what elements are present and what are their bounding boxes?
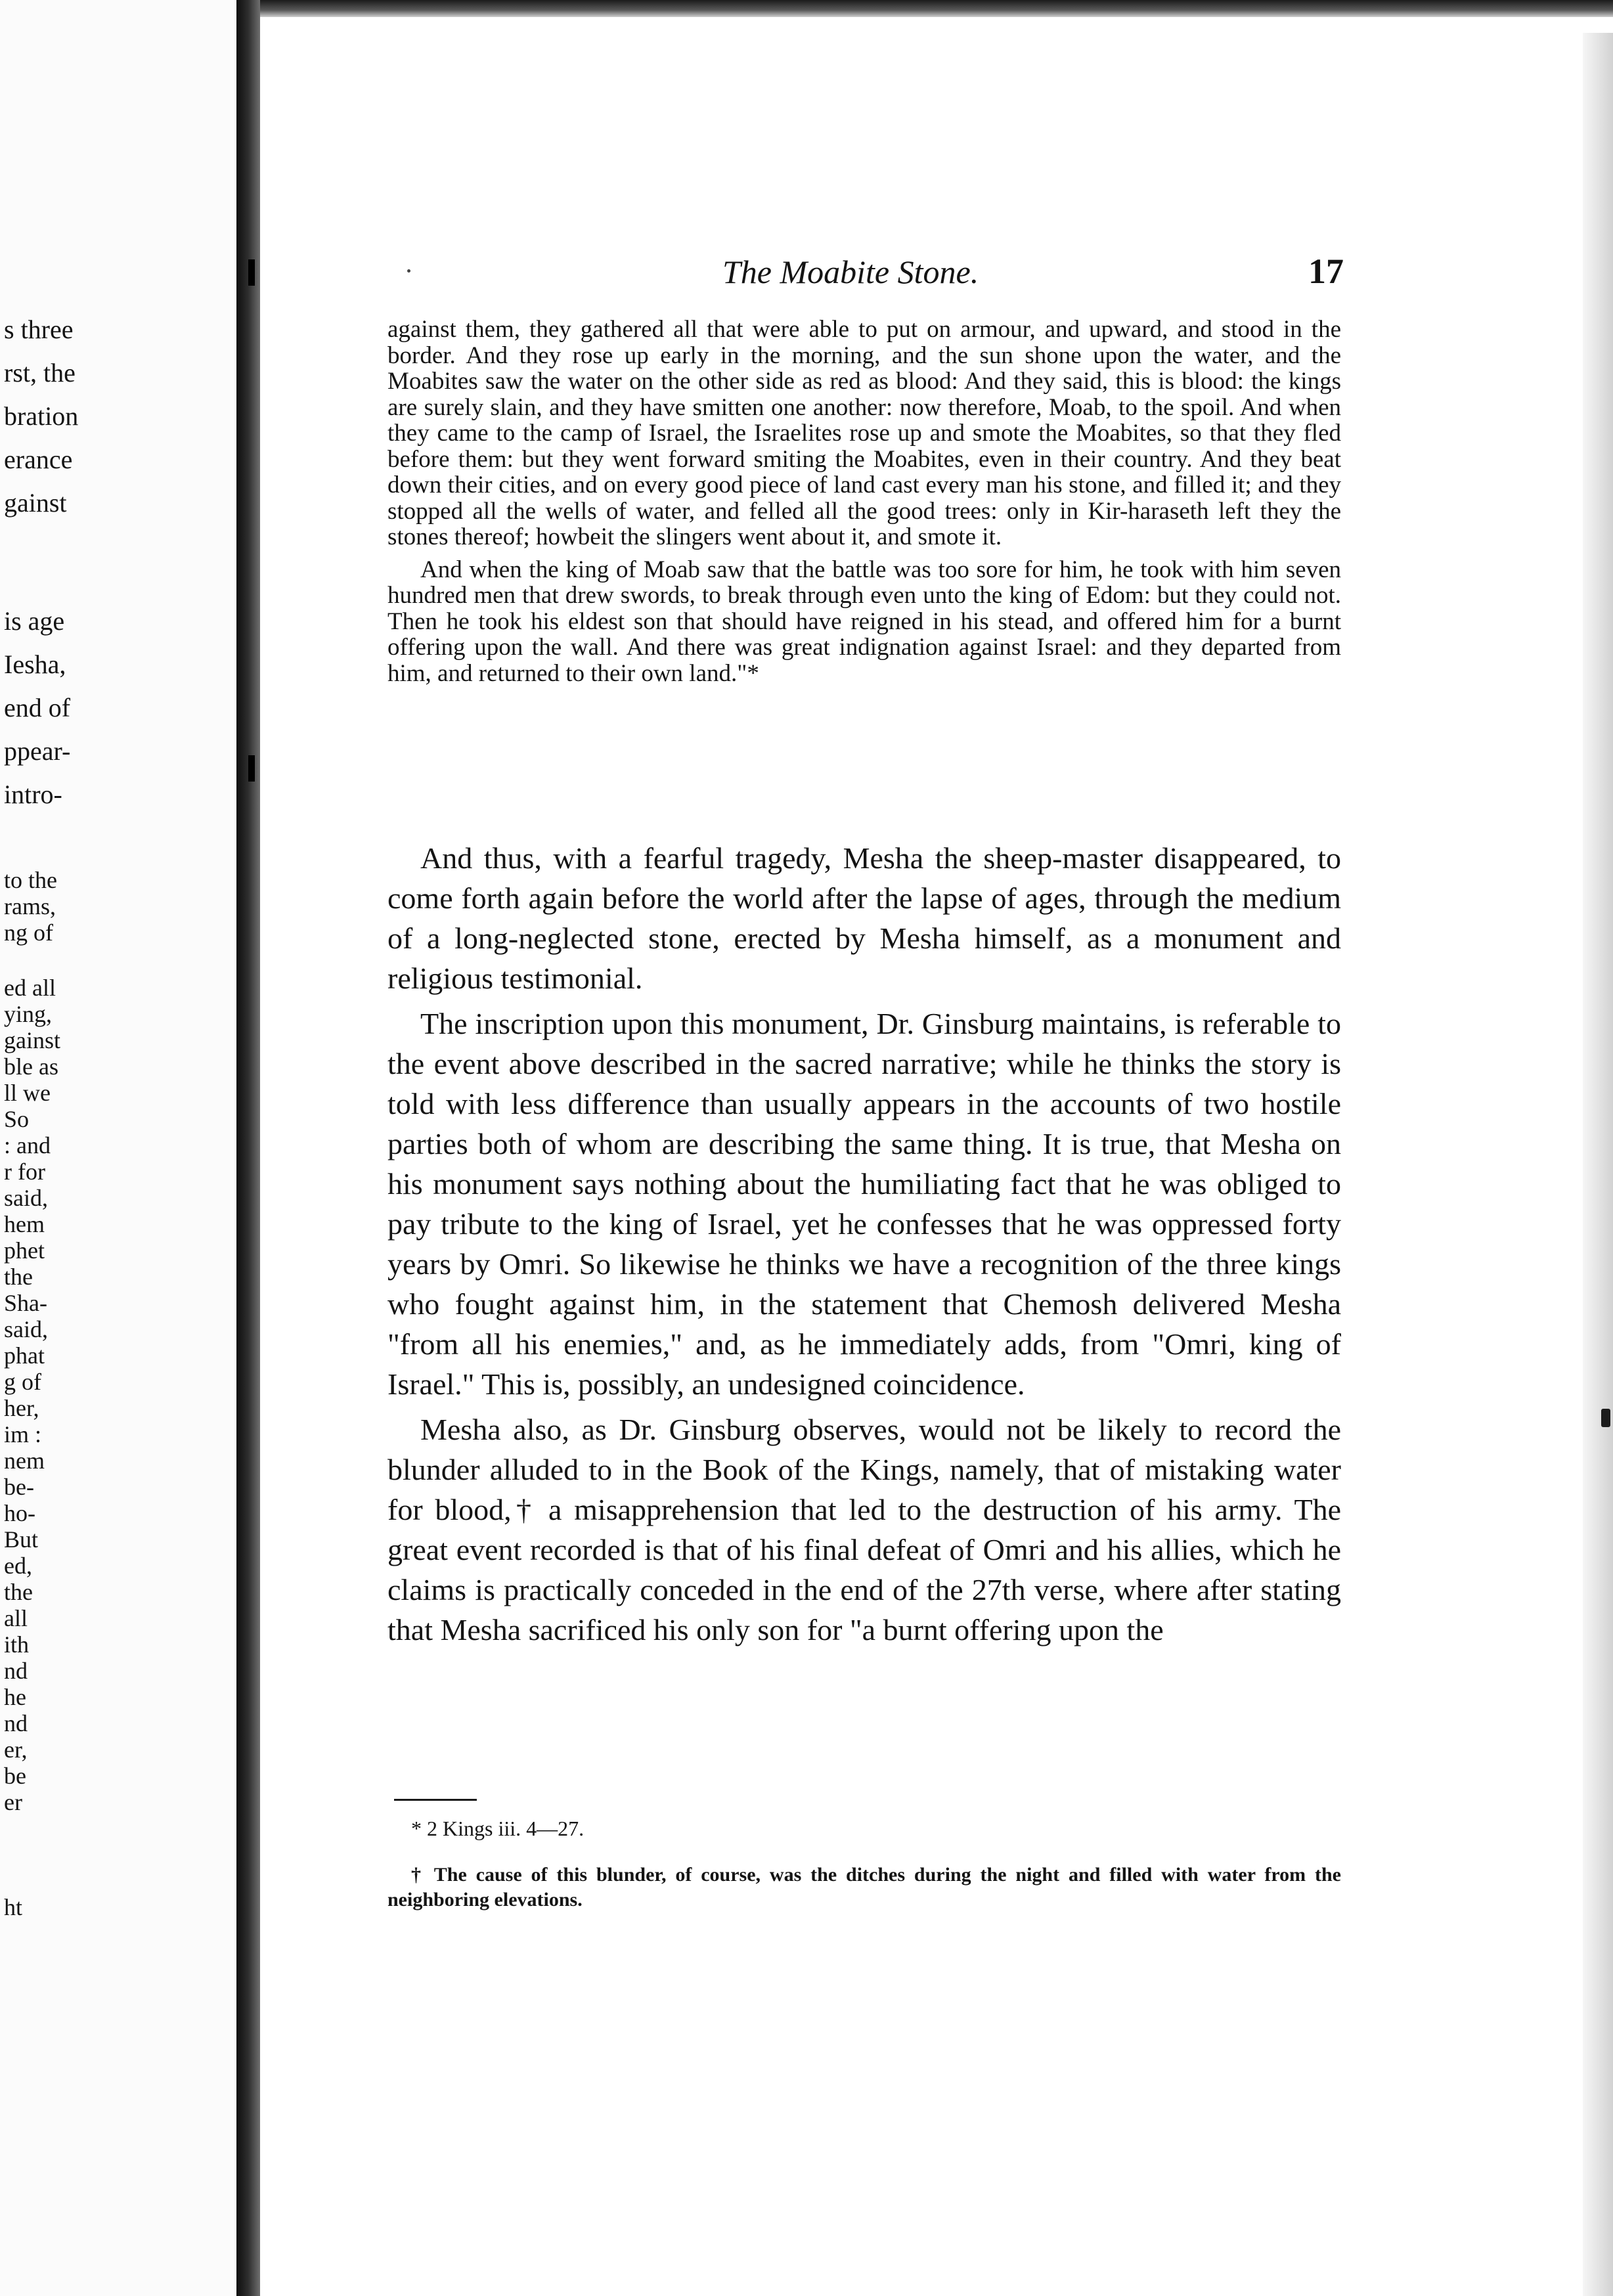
gutter-mark [248, 259, 255, 286]
facing-text-line: r for [4, 1159, 45, 1185]
facing-text-line: ng of [4, 919, 53, 946]
facing-text-line: nd [4, 1710, 28, 1736]
ink-dot [407, 269, 410, 273]
facing-text-line: ed all [4, 975, 56, 1001]
facing-text-line: hem [4, 1211, 45, 1237]
facing-text-line: be [4, 1763, 26, 1789]
scripture-quotation [387, 317, 1341, 686]
facing-text-line: im : [4, 1421, 42, 1447]
facing-text-line: ht [4, 1894, 23, 1920]
gutter-mark [248, 755, 255, 782]
facing-text-line: is age [4, 606, 65, 636]
facing-text-line: intro- [4, 780, 62, 809]
facing-text-line: Sha- [4, 1290, 47, 1316]
facing-text-line: be- [4, 1474, 34, 1500]
facing-text-line: erance [4, 445, 73, 474]
facing-text-line: said, [4, 1185, 48, 1211]
facing-text-line: phat [4, 1342, 45, 1369]
quotation-paragraph: And when the king of Moab saw that the battle was too sore for him, he took with him seven hundred men that drew swords, to break through even unto the king of Edom: but they could not. Then he took his eldest son that should have reigned in his stead, and offered him for a burnt offering upon the wall. And there was great indignation against Israel: and they departed from him, and returned to their own land."* [387, 556, 1341, 687]
facing-text-line: the [4, 1264, 33, 1290]
facing-text-line: ho- [4, 1500, 35, 1526]
facing-text-line: er, [4, 1736, 28, 1763]
footnote-rule [394, 1799, 477, 1801]
body-paragraph: Mesha also, as Dr. Ginsburg observes, would not be likely to record the blunder alluded to in the Book of the Kings, namely, that of mistaking water for blood,† a misapprehension that led to the destruction of his army. The great event recorded is that of his final defeat of Omri and his allies, which he claims is practically conceded in the end of the 27th verse, where after stating that Mesha sacrificed his only son for "a burnt offering upon the [387, 1413, 1341, 1646]
right-page-edge [1583, 33, 1613, 2296]
facing-text-line: : and [4, 1132, 51, 1159]
facing-text-line: her, [4, 1395, 39, 1421]
facing-text-line: phet [4, 1237, 45, 1264]
facing-text-line: gainst [4, 1027, 60, 1053]
facing-text-line: But [4, 1526, 39, 1553]
page-number: 17 [1308, 252, 1344, 291]
footnote: * 2 Kings iii. 4—27. [411, 1817, 585, 1840]
facing-text-line: nem [4, 1447, 45, 1474]
top-page-edge [260, 0, 1613, 17]
facing-text-line: nd [4, 1658, 28, 1684]
page-edge-tab [1601, 1409, 1610, 1427]
facing-text-line: Iesha, [4, 650, 66, 679]
facing-text-line: ed, [4, 1553, 32, 1579]
book-gutter [236, 0, 260, 2296]
facing-page [0, 0, 236, 2296]
body-paragraph: The inscription upon this monument, Dr. Ginsburg maintains, is referable to the event above described in the sacred narrative; while he thinks the story is told with less difference than usually appears in the accounts of two hostile parties both of whom are describing the same thing. It is true, that Mesha on his monument says nothing about the humiliating fact that he was obliged to pay tribute to the king of Israel, yet he confesses that he was oppressed forty years by Omri. So likewise he thinks we have a recognition of the three kings who fought against him, in the statement that Chemosh delivered Mesha "from all his enemies," and, as he immediately adds, from "Omri, king of Israel." This is, possibly, an undesigned coincidence. [387, 1007, 1341, 1401]
facing-text-line: ying, [4, 1001, 53, 1027]
facing-text-line: the [4, 1579, 33, 1605]
footnote: † The cause of this blunder, of course, was the ditches during the night and filled with water from the neighboring elevations. [387, 1864, 1341, 1910]
body-text [387, 838, 1341, 1655]
facing-text-line: rst, the [4, 358, 76, 387]
facing-text-line: er [4, 1789, 22, 1815]
facing-text-line: ble as [4, 1053, 58, 1080]
facing-text-line: he [4, 1684, 26, 1710]
facing-text-line: g of [4, 1369, 41, 1395]
facing-text-line: all [4, 1605, 28, 1631]
facing-text-line: So [4, 1106, 30, 1132]
facing-text-line: bration [4, 401, 79, 431]
facing-text-line: end of [4, 693, 71, 722]
quotation-paragraph: against them, they gathered all that were able to put on armour, and upward, and stood in the border. And they rose up early in the morning, and the sun shone upon the water, and the Moabites saw the water on the other side as red as blood: And they said, this is blood: the kings are surely slain, and they have smitten one another: now therefore, Moab, to the spoil. And when they came to the camp of Israel, the Israelites rose up and smote the Moabites, so that they fled before them: but they went forward smiting the Moabites, even in their country. And they beat down their cities, and on every good piece of land cast every man his stone, and filled it; and they stopped all the wells of water, and felled all the good trees: only in Kir-haraseth left they the stones thereof; howbeit the slingers went about it, and smote it. [387, 316, 1341, 550]
facing-text-line: ith [4, 1631, 30, 1658]
body-paragraph: And thus, with a fearful tragedy, Mesha the sheep-master disappeared, to come forth again before the world after the lapse of ages, through the medium of a long-neglected stone, erected by Mesha himself, as a monument and religious testimonial. [387, 841, 1341, 995]
facing-text-line: rams, [4, 893, 56, 919]
facing-text-line: s three [4, 315, 74, 344]
facing-text-line: said, [4, 1316, 48, 1342]
facing-text-line: ll we [4, 1080, 51, 1106]
running-head: The Moabite Stone. [722, 254, 979, 290]
facing-text-line: ppear- [4, 736, 71, 766]
facing-text-line: to the [4, 867, 57, 893]
facing-text-line: gainst [4, 488, 67, 518]
